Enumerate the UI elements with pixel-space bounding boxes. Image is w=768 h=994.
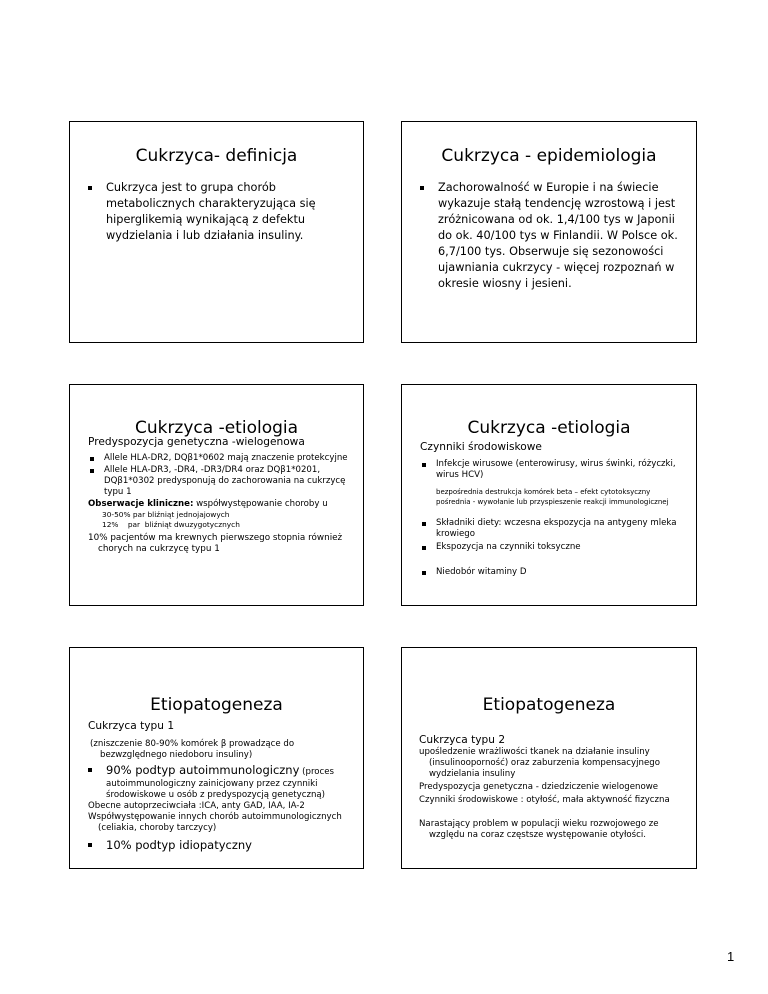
slide-content <box>88 435 353 556</box>
slide-title: Cukrzyca -etiologia <box>467 418 631 438</box>
bullet-item: Ekspozycja na czynniki toksyczne <box>420 542 686 553</box>
slide-etiology-environment <box>401 384 697 606</box>
slide-content <box>420 440 686 578</box>
antibodies-line: Obecne autoprzeciwciała :ICA, anty GAD, IAA, IA-2 <box>88 801 305 811</box>
text-line: upośledzenie wrażliwości tkanek na działanie insuliny (insulinooporność) oraz zaburzenia kompensacyjnego wydzielania insuliny <box>419 747 660 779</box>
slide-title: Etiopatogeneza <box>482 695 616 715</box>
text-line: Predyspozycja genetyczna - dziedziczenie wielogenowe <box>419 782 659 792</box>
slide-title: Etiopatogeneza <box>150 695 283 715</box>
slide-content <box>419 733 686 841</box>
slide-note: Narastający problem w populacji wieku rozwojowego ze względu na coraz częstsze występowanie otyłości. <box>419 819 659 840</box>
page-number: 1 <box>727 949 735 964</box>
slide-subtitle: Predyspozycja genetyczna -wielogenowa <box>88 436 305 448</box>
bullet-item: 10% podtyp idiopatyczny <box>88 838 353 852</box>
slide-title: Cukrzyca - epidemiologia <box>441 146 657 166</box>
bullet-item: Infekcje wirusowe (enterowirusy, wirus świnki, różyczki, wirus HCV) <box>420 459 686 481</box>
twin-stat: 12% par bliźniąt dwuzygotycznych <box>102 520 240 529</box>
sub-note: bezpośrednia destrukcja komórek beta – efekt cytotoksyczny <box>436 488 651 496</box>
slide-etiology-genetic <box>69 384 364 606</box>
bullet-continuation: autoimmunologiczny zainicjowany przez czynniki środowiskowe u osób z predyspozycją genetyczną) <box>106 779 326 800</box>
bullet-item: Niedobór witaminy D <box>420 567 686 578</box>
bullet-item: Allele HLA-DR2, DQβ1*0602 mają znaczenie protekcyjne <box>88 453 353 464</box>
bullet-big-text: 90% podtyp autoimmunologiczny <box>106 763 300 777</box>
slide-pathogenesis-type2 <box>401 647 697 869</box>
slide-title: Cukrzyca -etiologia <box>134 418 299 438</box>
bullet-small-text: (proces <box>299 767 335 777</box>
text-line: Czynniki środowiskowe : otyłość, mała aktywność fizyczna <box>419 795 670 805</box>
coexistence-line: Współwystępowanie innych chorób autoimmunologicznych (celiakia, choroby tarczycy) <box>88 812 342 833</box>
bullet-item: Cukrzyca jest to grupa chorób metabolicznych charakteryzująca się hiperglikemią wynikającą z defektu wydzielania i lub działania insuliny. <box>88 180 353 244</box>
slide-subtitle: Czynniki środowiskowe <box>420 441 542 453</box>
bullet-item: Allele HLA-DR3, -DR4, -DR3/DR4 oraz DQβ1*0201, DQβ1*0302 predysponują do zachorowania na cukrzycę typu 1 <box>88 465 353 498</box>
slide-definition <box>69 121 364 343</box>
twin-stat: 30-50% par bliźniąt jednojajowych <box>102 510 230 519</box>
bullet-item: Składniki diety: wczesna ekspozycja na antygeny mleka krowiego <box>420 518 686 540</box>
slide-epidemiology <box>401 121 697 343</box>
observations-text: współwystępowanie choroby u <box>193 499 328 509</box>
slide-content <box>88 180 353 244</box>
slide-content <box>88 719 353 852</box>
slide-paren: (zniszczenie 80-90% komórek β prowadzące do bezwzględnego niedoboru insuliny) <box>90 739 295 760</box>
observations-label: Obserwacje kliniczne: <box>88 499 194 509</box>
bullet-item <box>88 763 353 779</box>
slide-title: Cukrzyca- definicja <box>135 146 298 166</box>
slide-content <box>420 180 686 292</box>
slide-note: 10% pacjentów ma krewnych pierwszego stopnia również chorych na cukrzycę typu 1 <box>88 533 343 555</box>
bullet-item: Zachorowalność w Europie i na świecie wykazuje stałą tendencję wzrostową i jest zróżnicowana od ok. 1,4/100 tys w Japonii do ok. 40/100 tys w Finlandii. W Polsce ok. 6,7/100 tys. Obserwuje się sezonowości ujawniania cukrzycy - więcej rozpoznań w okresie wiosny i jesieni. <box>420 180 686 292</box>
slide-subtitle: Cukrzyca typu 2 <box>419 734 506 746</box>
slide-pathogenesis-type1 <box>69 647 364 869</box>
sub-note: pośrednia - wywołanie lub przyspieszenie reakcji immunologicznej <box>436 498 669 506</box>
slide-subtitle: Cukrzyca typu 1 <box>88 720 175 732</box>
observations-line <box>88 499 353 510</box>
